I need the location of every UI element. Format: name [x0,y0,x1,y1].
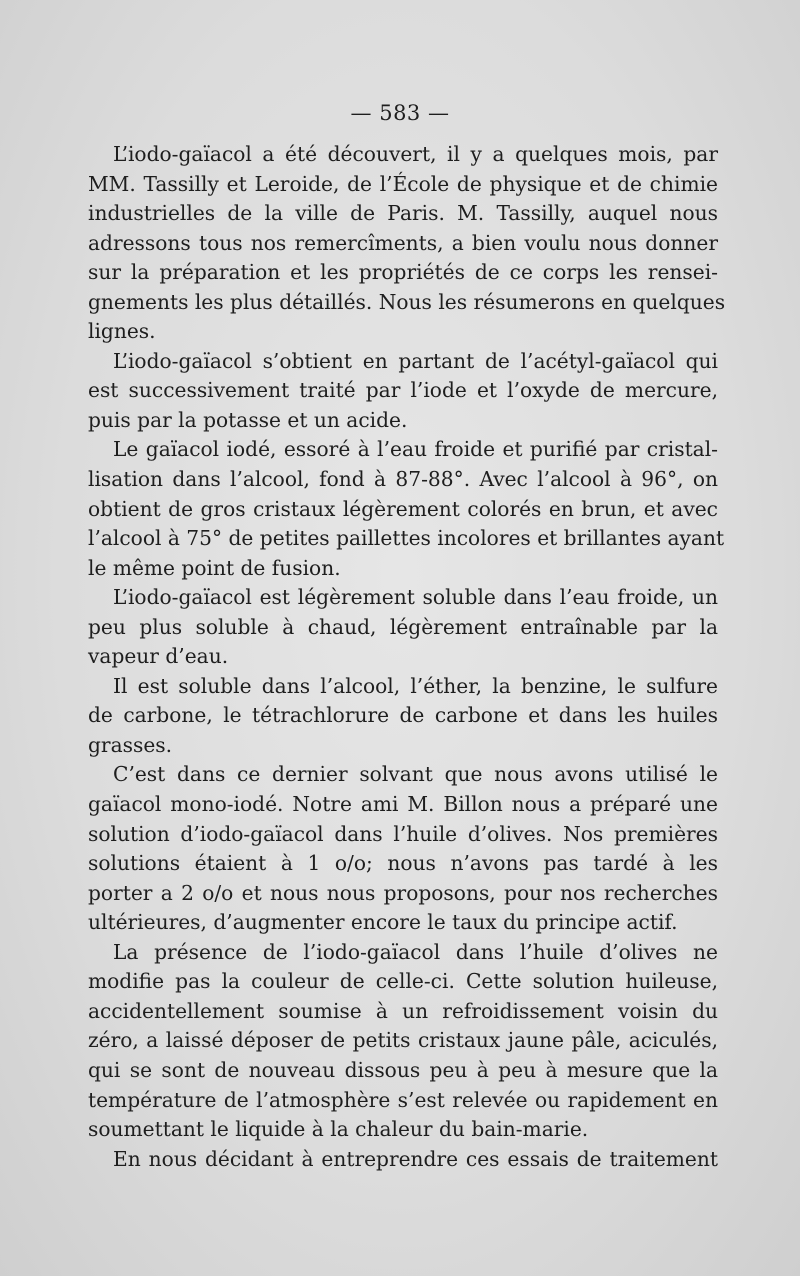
text-line: solutions étaient à 1 o/o; nous n’avons pas tardé à les [88,851,718,876]
text-line: vapeur d’eau. [88,644,229,669]
text-line: grasses. [88,732,173,757]
text-line: Le gaïacol iodé, essoré à l’eau froide et purifié par cristal- [113,437,718,462]
text-line: L’iodo-gaïacol est légèrement soluble dans l’eau froide, un [113,585,718,610]
text-line: gnements les plus détaillés. Nous les résumerons en quelques [88,289,726,314]
text-line: MM. Tassilly et Leroide, de l’École de physique et de chimie [88,171,718,196]
text-line: qui se sont de nouveau dissous peu à peu à mesure que la [88,1057,718,1082]
text-line: accidentellement soumise à un refroidissement voisin du [88,998,718,1023]
text-line: de carbone, le tétrachlorure de carbone et dans les huiles [88,703,718,728]
text-line: L’iodo-gaïacol s’obtient en partant de l’acétyl-gaïacol qui [113,348,718,373]
text-line: peu plus soluble à chaud, légèrement entraînable par la [88,614,718,639]
text-line: est successivement traité par l’iode et l’oxyde de mercure, [88,378,718,403]
text-line: lisation dans l’alcool, fond à 87-88°. Avec l’alcool à 96°, on [88,467,718,492]
text-line: C’est dans ce dernier solvant que nous avons utilisé le [113,762,718,787]
text-line: zéro, a laissé déposer de petits cristaux jaune pâle, aciculés, [88,1028,718,1053]
text-line: obtient de gros cristaux légèrement colorés en brun, et avec [88,496,718,521]
text-line: adressons tous nos remercîments, a bien voulu nous donner [88,230,718,255]
text-line: puis par la potasse et un acide. [88,407,408,432]
text-line: En nous décidant à entreprendre ces essais de traitement [113,1146,718,1171]
text-line: La présence de l’iodo-gaïacol dans l’huile d’olives ne [113,939,718,964]
text-line: le même point de fusion. [88,555,341,580]
body-text [88,140,726,1174]
text-line: Il est soluble dans l’alcool, l’éther, la benzine, le sulfure [113,673,718,698]
text-line: l’alcool à 75° de petites paillettes incolores et brillantes ayant [88,526,725,551]
text-line: porter a 2 o/o et nous nous proposons, pour nos recherches [88,880,718,905]
text-line: L’iodo-gaïacol a été découvert, il y a quelques mois, par [113,142,718,166]
text-line: industrielles de la ville de Paris. M. Tassilly, auquel nous [88,201,718,226]
text-line: modifie pas la couleur de celle-ci. Cette solution huileuse, [88,969,718,994]
page-number: — 583 — [350,101,450,125]
text-line: température de l’atmosphère s’est relevée ou rapidement en [88,1087,718,1112]
text-line: soumettant le liquide à la chaleur du bain-marie. [88,1117,589,1142]
text-line: sur la préparation et les propriétés de ce corps les rensei- [88,260,718,285]
text-line: gaïacol mono-iodé. Notre ami M. Billon nous a préparé une [88,792,718,817]
text-line: lignes. [88,319,156,344]
text-line: ultérieures, d’augmenter encore le taux du principe actif. [88,910,678,935]
text-line: solution d’iodo-gaïacol dans l’huile d’olives. Nos premières [88,821,718,846]
